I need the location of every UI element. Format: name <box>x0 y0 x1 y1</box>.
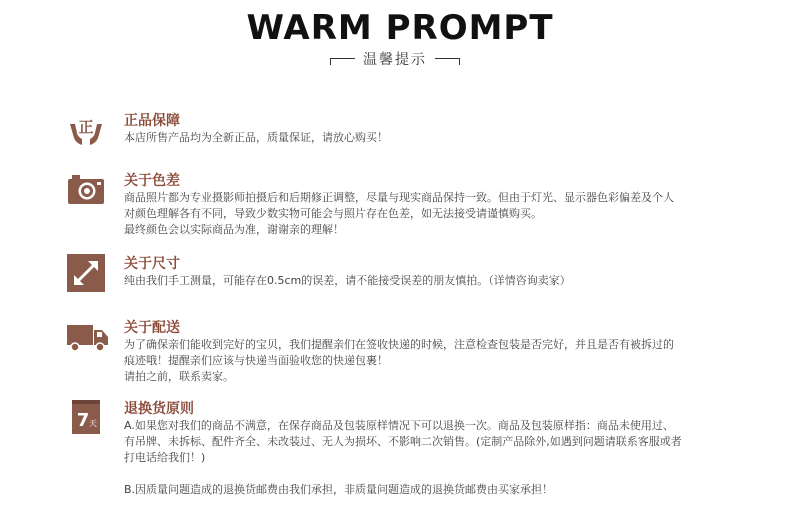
section-delivery <box>66 317 726 387</box>
section-color-difference <box>66 170 726 240</box>
calendar-number: 7 <box>76 410 90 431</box>
section-body <box>124 190 729 238</box>
body-line: A.如果您对我们的商品不满意，在保存商品及包装原样情况下可以退换一次。商品及包装原样指：商品未使用过、 <box>124 419 674 432</box>
body-line: 有吊牌、未拆标、配件齐全、未改装过、无人为损坏、不影响二次销售。(定制产品除外,如遇到问题请联系客服或者 <box>124 435 682 448</box>
section-heading: 关于色差 <box>124 173 180 189</box>
section-heading: 退换货原则 <box>124 401 194 417</box>
section-body <box>124 273 729 289</box>
section-heading: 正品保障 <box>124 113 180 129</box>
body-line: 请拍之前，联系卖家。 <box>124 370 234 383</box>
calendar-day-label: 天 <box>89 419 97 428</box>
subtitle-frame <box>330 48 460 70</box>
body-line: 为了确保亲们能收到完好的宝贝，我们提醒亲们在签收快递的时候，注意检查包装是否完好，并且是否有被拆过的 <box>124 338 674 351</box>
section-size <box>66 253 726 293</box>
section-body <box>124 418 729 498</box>
seven-day-calendar-icon <box>66 398 106 438</box>
body-line: 对颜色理解各有不同，导致少数实物可能会与照片存在色差，如无法接受请谨慎购买。 <box>124 207 542 220</box>
page-title: WARM PROMPT <box>246 8 554 48</box>
body-line: 商品照片都为专业摄影师拍摄后和后期修正调整，尽量与现实商品保持一致。但由于灯光、显示器色彩偏差及个人 <box>124 191 674 204</box>
resize-arrow-icon <box>66 253 106 293</box>
body-line: 纯由我们手工测量，可能存在0.5cm的误差，请不能接受误差的朋友慎拍。（详情咨询卖家） <box>124 274 571 287</box>
body-line: 最终颜色会以实际商品为准，谢谢亲的理解！ <box>124 223 344 236</box>
section-heading: 关于尺寸 <box>124 256 180 272</box>
body-line: 打电话给我们！) <box>124 451 206 464</box>
camera-icon <box>66 170 106 210</box>
body-line: 痕迹哦！提醒亲们应该与快递当面验收您的快递包裹！ <box>124 354 388 367</box>
body-line: 本店所售产品均为全新正品，质量保证，请放心购买！ <box>124 131 388 144</box>
svg-text:正: 正 <box>78 118 94 136</box>
delivery-truck-icon <box>66 317 110 357</box>
genuine-hands-icon <box>66 110 106 150</box>
body-line: B.因质量问题造成的退换货邮费由我们承担，非质量问题造成的退换货邮费由买家承担！ <box>124 483 554 496</box>
page-subtitle: 温馨提示 <box>363 52 427 68</box>
section-body <box>124 337 729 385</box>
section-body <box>124 130 729 146</box>
section-heading: 关于配送 <box>124 320 180 336</box>
section-return-policy <box>66 398 726 506</box>
section-genuine <box>66 110 726 150</box>
